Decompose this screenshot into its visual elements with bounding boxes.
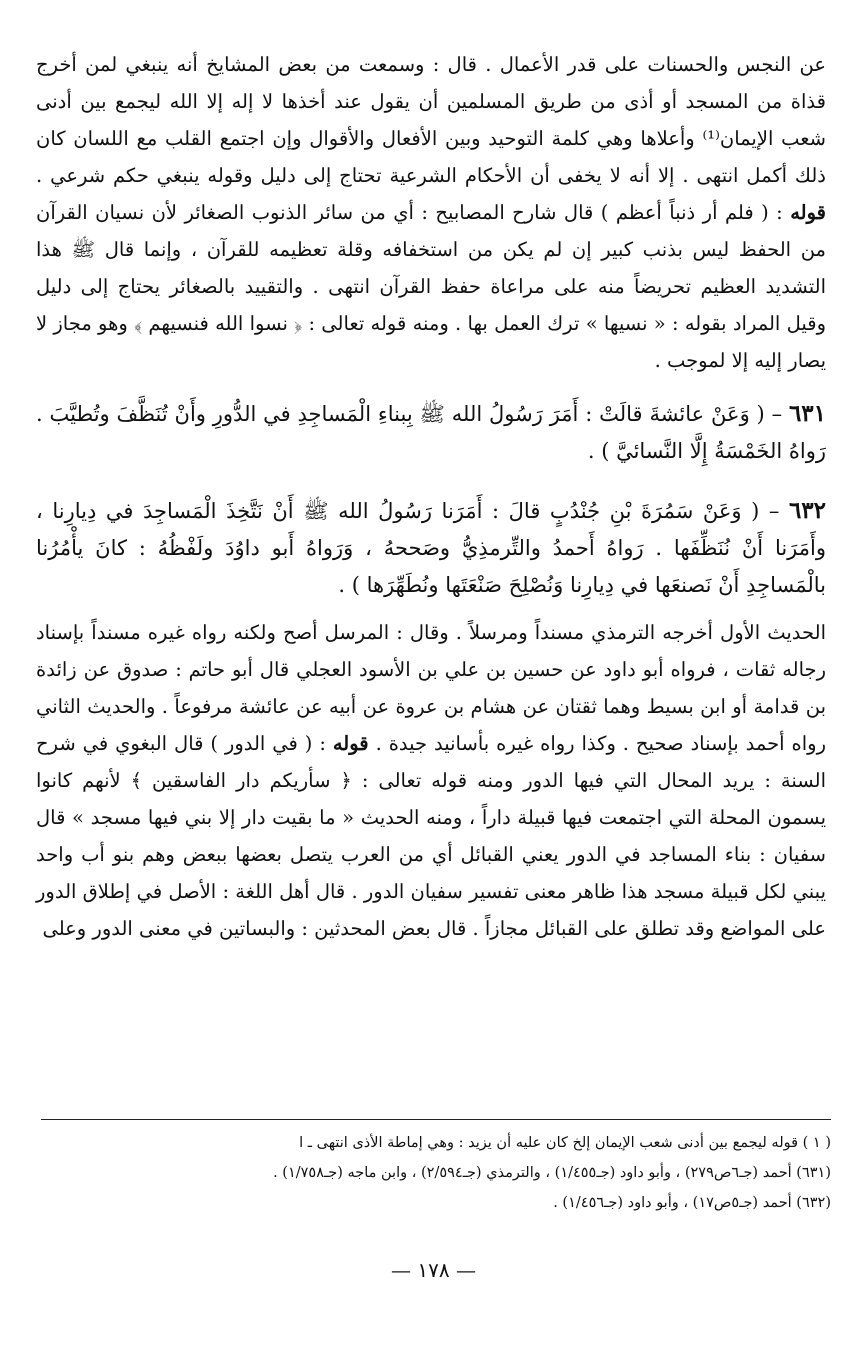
qawluhu-label: قوله — [790, 201, 826, 224]
paragraph-intro-text: عن النجس والحسنات على قدر الأعمال . قال : وسمعت من بعض المشايخ أنه ينبغي لمن أخرج قذاة من المسجد أو أذى من طريق المسلمين أن يقول عند أخذها لا إله إلا الله ليجمع بين أدنى شعب الإيمان⁽¹⁾ وأعلاها وهي كلمة التوحيد وبين الأفعال والأقوال وإن اجتمع القلب مع اللسان كان ذلك أكمل انتهى . إلا أنه لا يخفى أن الأحكام الشرعية تحتاج إلى دليل وقوله ينبغي حكم شرعي . — [36, 53, 826, 187]
hadith-631-number: ٦٣١ — [788, 400, 826, 427]
paragraph-intro-continued: : ( فلم أر ذنباً أعظم ) قال شارح المصابيح : أي من سائر الذنوب الصغائر لأن نسيان القرآن من الحفظ ليس بذنب كبير إن لم يكن من استخفافه وقلة تعظيمه للقرآن ، وإنما قال ﷺ هذا التشديد العظيم تحريضاً منه على مراعاة حفظ القرآن انتهى . والتقييد بالصغائر يحتاج إلى دليل وقيل المراد بقوله : « نسيها » ترك العمل بها . ومنه قوله تعالى : ﴿ نسوا الله فنسيهم ﴾ وهو مجاز لا يصار إليه إلا لموجب . — [36, 201, 826, 372]
page-number: — ١٧٨ — — [391, 1258, 476, 1282]
page-body — [36, 46, 826, 947]
commentary-continued: : ( في الدور ) قال البغوي في شرح السنة : يريد المحال التي فيها الدور ومنه قوله تعالى : ﴿ سأريكم دار الفاسقين ﴾ لأنهم كانوا يسمون المحلة التي اجتمعت فيها قبيلة داراً ، ومنه الحديث « ما بقيت دار إلا بني فيها مسجد » قال سفيان : بناء المساجد في الدور يعني القبائل أي من العرب يتصل بعضها ببعض وهم بنو أب واحد يبني لكل قبيلة مسجد هذا ظاهر معنى تفسير سفيان الدور . قال أهل اللغة : الأصل في إطلاق الدور على المواضع وقد تطلق على القبائل مجازاً . قال بعض المحدثين : والبساتين في معنى الدور وعلى — [36, 732, 826, 940]
qawluhu-label-2: قوله — [332, 732, 369, 755]
footnote-1: ( ١ ) قوله ليجمع بين أدنى شعب الإيمان إلخ كان عليه أن يزيد : وهي إماطة الأذى انتهى ـ ا — [299, 1135, 831, 1151]
paragraph-intro — [36, 46, 826, 379]
commentary-text: الحديث الأول أخرجه الترمذي مسنداً ومرسلاً . وقال : المرسل أصح ولكنه رواه غيره مسنداً بإسناد رجاله ثقات ، فرواه أبو داود عن حسين بن علي بن الأسود العجلي قال أبو حاتم : صدوق عن زائدة بن قدامة أو ابن بسيط وهما ثقتان عن هشام بن عروة عن أبيه عن عائشة مرفوعاً . والحديث الثاني رواه أحمد بإسناد صحيح . وكذا رواه غيره بأسانيد جيدة . — [36, 621, 826, 755]
hadith-631-text: – ( وَعَنْ عائشةَ قالَتْ : أَمَرَ رَسُولُ الله ﷺ بِبناءِ الْمَساجِدِ في الدُّورِ وأَنْ تُنَظَّفَ وتُطيَّبَ . رَواهُ الخَمْسَةُ إِلَّا النَّسائيَّ ) . — [36, 402, 826, 463]
hadith-631 — [36, 395, 826, 470]
hadith-632-text: – ( وَعَنْ سَمُرَةَ بْنِ جُنْدُبٍ قالَ : أَمَرَنا رَسُولُ الله ﷺ أَنْ نَتَّخِذَ الْمَساجِدَ في دِيارِنا ، وأَمَرَنا أَنْ نُنَظِّفَها . رَواهُ أَحمدُ والتِّرمذِيُّ وصَححهُ ، وَرَواهُ أَبو داوُدَ ولَفْظُهُ : كانَ يأْمُرُنا بالْمَساجِدِ أَنْ نَصنعَها في دِيارِنا وَنُصْلِحَ صَنْعَتَها ونُطَهِّرَها ) . — [36, 499, 826, 597]
commentary-paragraph — [36, 614, 826, 947]
hadith-632 — [36, 492, 826, 604]
footnote-632: (٦٣٢) أحمد (جـ٥ص١٧) ، وأبو داود (جـ١/٤٥٦) . — [553, 1195, 831, 1211]
hadith-632-number: ٦٣٢ — [788, 497, 826, 524]
footnotes — [41, 1128, 831, 1218]
footnote-631: (٦٣١) أحمد (جـ٦ص٢٧٩) ، وأبو داود (جـ١/٤٥٥) ، والترمذي (جـ٢/٥٩٤) ، وابن ماجه (جـ١/٧٥٨) . — [273, 1165, 831, 1181]
footnote-divider — [41, 1119, 831, 1120]
